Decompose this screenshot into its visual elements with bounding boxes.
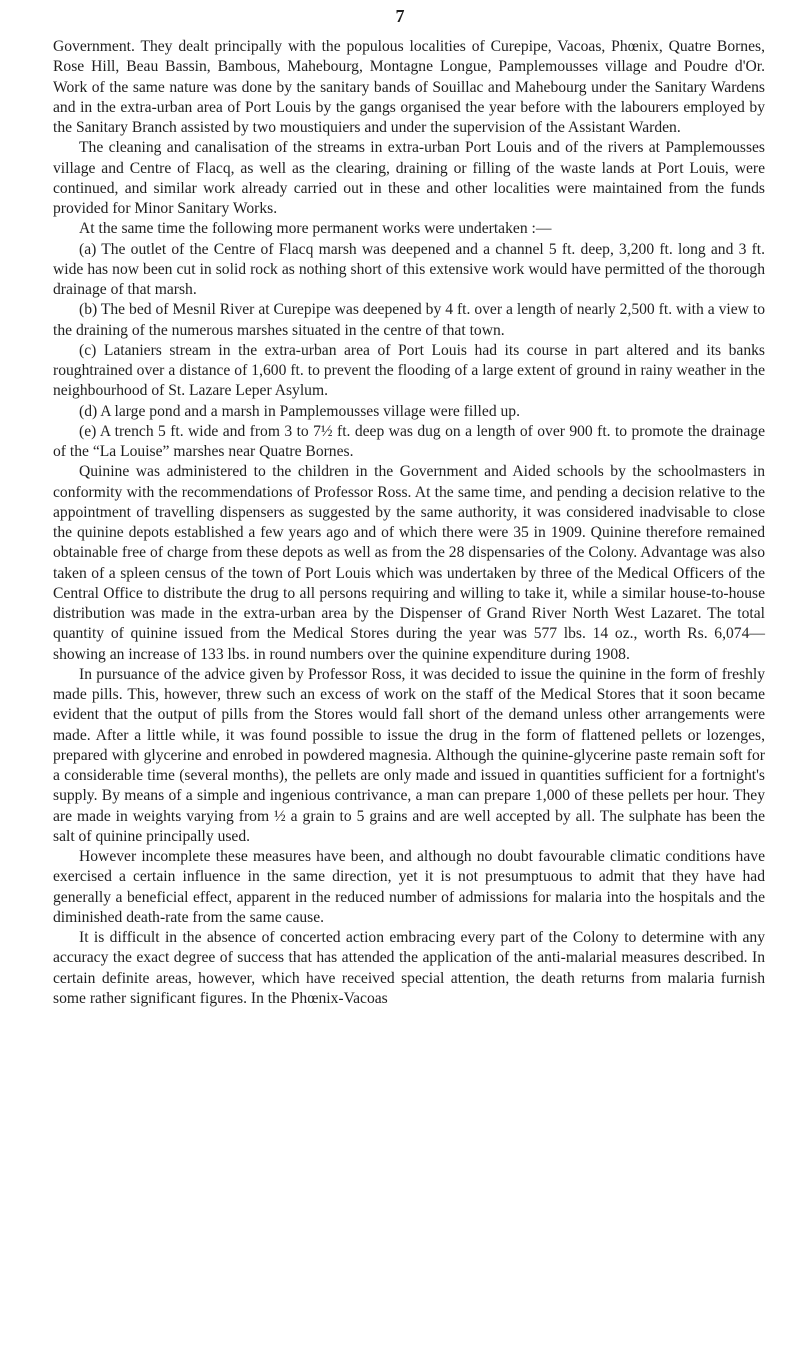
list-item-la-louise-trench: (e) A trench 5 ft. wide and from 3 to 7½ ft. deep was dug on a length of over 900 ft. to promote the drainage of the “La Louise” marshes near Quatre Bornes. xyxy=(53,422,765,460)
paragraph-permanent-works-intro: At the same time the following more permanent works were undertaken :— xyxy=(79,220,552,238)
body-text xyxy=(53,37,765,1009)
paragraph-death-returns: It is difficult in the absence of concerted action embracing every part of the Colony to determine with any accuracy the exact degree of success that has attended the application of the anti-malarial measures described. In certain definite areas, however, which have received special attention, the death returns from malaria furnish some rather significant figures. In the Phœnix-Vacoas xyxy=(53,929,765,1007)
page-number: 7 xyxy=(395,6,405,26)
list-item-pamplemousses-pond: (d) A large pond and a marsh in Pamplemousses village were filled up. xyxy=(79,402,521,420)
list-item-lataniers-stream: (c) Lataniers stream in the extra-urban area of Port Louis had its course in part altered and its banks roughtrained over a distance of 1,600 ft. to prevent the flooding of a large extent of ground in rainy weather in the neighbourhood of St. Lazare Leper Asylum. xyxy=(53,341,765,400)
list-item-flacq-outlet: (a) The outlet of the Centre of Flacq marsh was deepened and a channel 5 ft. deep, 3,200 ft. long and 3 ft. wide has now been cut in solid rock as nothing short of this extensive work would have permitted of the thorough drainage of that marsh. xyxy=(53,240,765,298)
paragraph-government-gangs: Government. They dealt principally with the populous localities of Curepipe, Vacoas, Phœnix, Quatre Bornes, Rose Hill, Beau Bassin, Bambous, Mahebourg, Montagne Longue, Pamplemousses village and Poudre d'Or. Work of the same nature was done by the sanitary bands of Souillac and Mahebourg under the Sanitary Wardens and in the extra-urban area of Port Louis by the gangs organised the year before with the labourers employed by the Sanitary Branch assisted by two moustiquiers and under the supervision of the Assistant Warden. xyxy=(53,38,765,136)
paragraph-measures-effect: However incomplete these measures have been, and although no doubt favourable climatic conditions have exercised a certain influence in the same direction, yet it is not presumptuous to admit that they have had generally a beneficial effect, apparent in the reduced number of admissions for malaria into the hospitals and the diminished death-rate from the same cause. xyxy=(53,848,765,926)
paragraph-cleaning-canalisation: The cleaning and canalisation of the streams in extra-urban Port Louis and of the rivers at Pamplemousses village and Centre of Flacq, as well as the clearing, draining or filling of the waste lands at Port Louis, were continued, and similar work already carried out in these and other localities were maintained from the funds provided for Minor Sanitary Works. xyxy=(53,139,765,217)
list-item-mesnil-river: (b) The bed of Mesnil River at Curepipe was deepened by 4 ft. over a length of nearly 2,500 ft. with a view to the draining of the numerous marshes situated in the centre of that town. xyxy=(53,301,765,339)
paragraph-quinine-schools: Quinine was administered to the children in the Government and Aided schools by the schoolmasters in conformity with the recommendations of Professor Ross. At the same time, and pending a decision relative to the appointment of travelling dispensers as suggested by the same authority, it was considered inadvisable to close the quinine depots established a few years ago and of which there were 35 in 1909. Quinine therefore remained obtainable free of charge from these depots as well as from the 28 dispensaries of the Colony. Advantage was also taken of a spleen census of the town of Port Louis which was undertaken by three of the Medical Officers of the Central Office to distribute the drug to all persons requiring and willing to take it, while a similar house-to-house distribution was made in the extra-urban area by the Dispenser of Grand River North West Lazaret. The total quantity of quinine issued from the Medical Stores during the year was 577 lbs. 14 oz., worth Rs. 6,074—showing an increase of 133 lbs. in round numbers over the quinine expenditure during 1908. xyxy=(53,463,765,663)
paragraph-quinine-pellets: In pursuance of the advice given by Professor Ross, it was decided to issue the quinine in the form of freshly made pills. This, however, threw such an excess of work on the staff of the Medical Stores that it soon became evident that the output of pills from the Stores would fall short of the demand unless other arrangements were made. After a little while, it was found possible to issue the drug in the form of flattened pellets or lozenges, prepared with glycerine and enrobed in powdered magnesia. Although the quinine-glycerine paste remain soft for a considerable time (several months), the pellets are only made and issued in quantities sufficient for a fortnight's supply. By means of a simple and ingenious contrivance, a man can prepare 1,000 of these pellets per hour. They are made in weights varying from ½ a grain to 5 grains and are well accepted by all. The sulphate has been the salt of quinine principally used. xyxy=(53,665,765,845)
